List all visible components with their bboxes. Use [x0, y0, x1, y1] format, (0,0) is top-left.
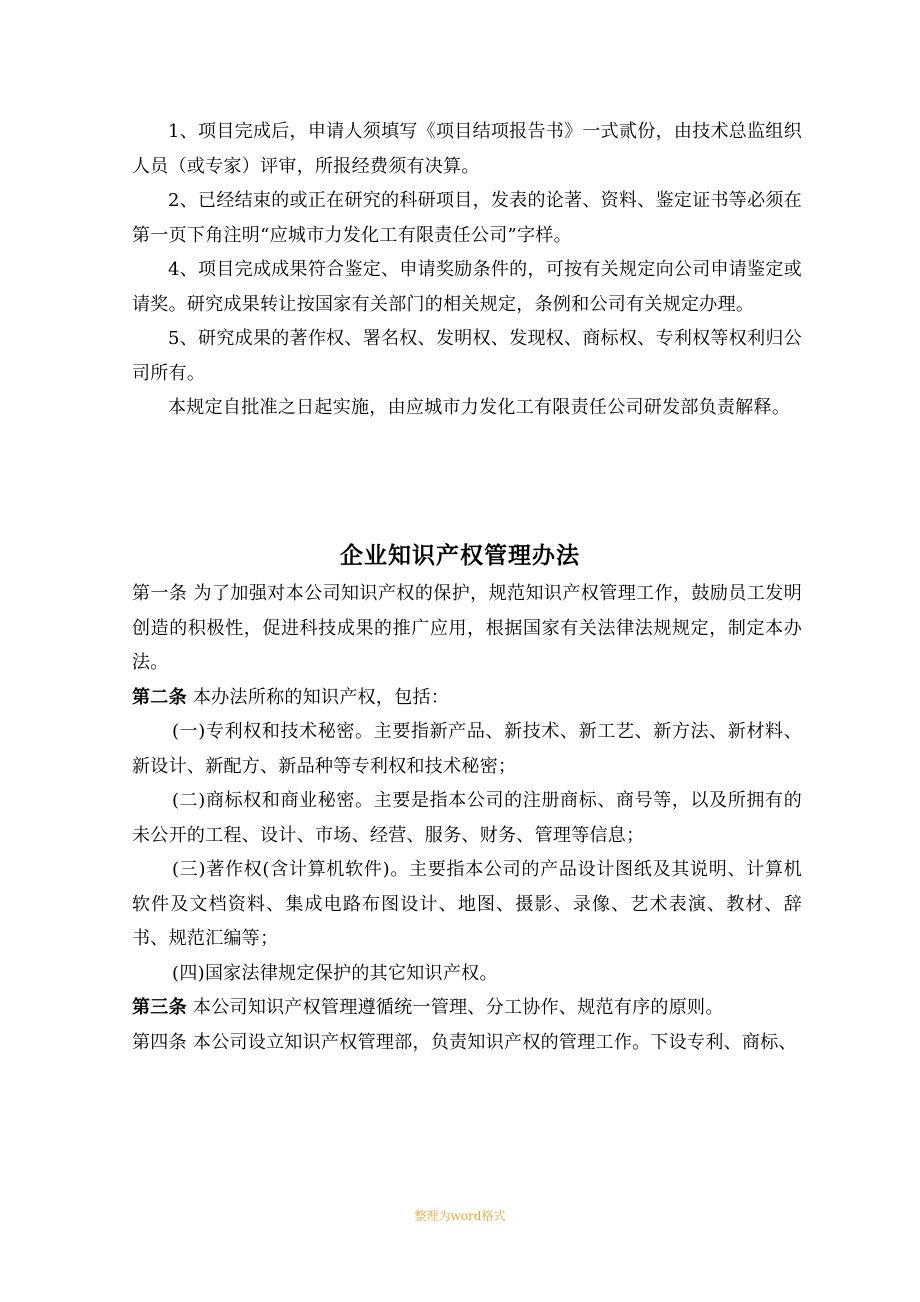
footer-watermark: 整理为word格式 [414, 1209, 506, 1223]
article-4 [132, 1026, 802, 1061]
article-2-text: 本办法所称的知识产权，包括： [186, 686, 450, 708]
paragraph-item-4: 4、项目完成成果符合鉴定、申请奖励条件的，可按有关规定向公司申请鉴定或请奖。研究成果转让按国家有关部门的相关规定，条例和公司有关规定办理。 [132, 259, 802, 315]
paragraph-item-2: 2、已经结束的或正在研究的科研项目，发表的论著、资料、鉴定证书等必须在第一页下角注明“应城市力发化工有限责任公司”字样。 [132, 190, 802, 246]
article-4-label: 第四条 [132, 1031, 187, 1053]
paragraph-closing: 本规定自批准之日起实施，由应城市力发化工有限责任公司研发部负责解释。 [168, 397, 791, 418]
top-section [132, 115, 802, 426]
article-1-text: 为了加强对本公司知识产权的保护，规范知识产权管理工作，鼓励员工发明创造的积极性，促进科技成果的推广应用，根据国家有关法律法规规定，制定本办法。 [132, 583, 803, 673]
article-1-label: 第一条 [132, 583, 188, 604]
article-4-text: 本公司设立知识产权管理部，负责知识产权的管理工作。下设专利、商标、 [186, 1031, 797, 1053]
article-2 [132, 681, 802, 716]
paragraph-item-1: 1、项目完成后，申请人须填写《项目结项报告书》一式贰份，由技术总监组织人员（或专家）评审，所报经费须有决算。 [132, 121, 802, 177]
article-3 [132, 991, 802, 1026]
document-title: 企业知识产权管理办法 [340, 543, 580, 569]
article-2-item-4: (四)国家法律规定保护的其它知识产权。 [172, 962, 498, 984]
article-2-item-3: (三)著作权(含计算机软件)。主要指本公司的产品设计图纸及其说明、计算机软件及文档资料、集成电路布图设计、地图、摄影、录像、艺术表演、教材、辞书、规范汇编等； [132, 859, 802, 949]
article-2-item-2: (二)商标权和商业秘密。主要是指本公司的注册商标、商号等，以及所拥有的未公开的工程、设计、市场、经营、服务、财务、管理等信息； [132, 790, 802, 846]
articles-section [132, 577, 802, 1060]
article-1 [132, 577, 802, 681]
paragraph-item-5: 5、研究成果的著作权、署名权、发明权、发现权、商标权、专利权等权利归公司所有。 [132, 328, 802, 384]
article-2-item-1: (一)专利权和技术秘密。主要指新产品、新技术、新工艺、新方法、新材料、新设计、新配方、新品种等专利权和技术秘密； [132, 721, 802, 777]
article-3-text: 本公司知识产权管理遵循统一管理、分工协作、规范有序的原则。 [186, 997, 724, 1018]
article-2-label: 第二条 [132, 686, 187, 708]
article-3-label: 第三条 [132, 997, 187, 1018]
